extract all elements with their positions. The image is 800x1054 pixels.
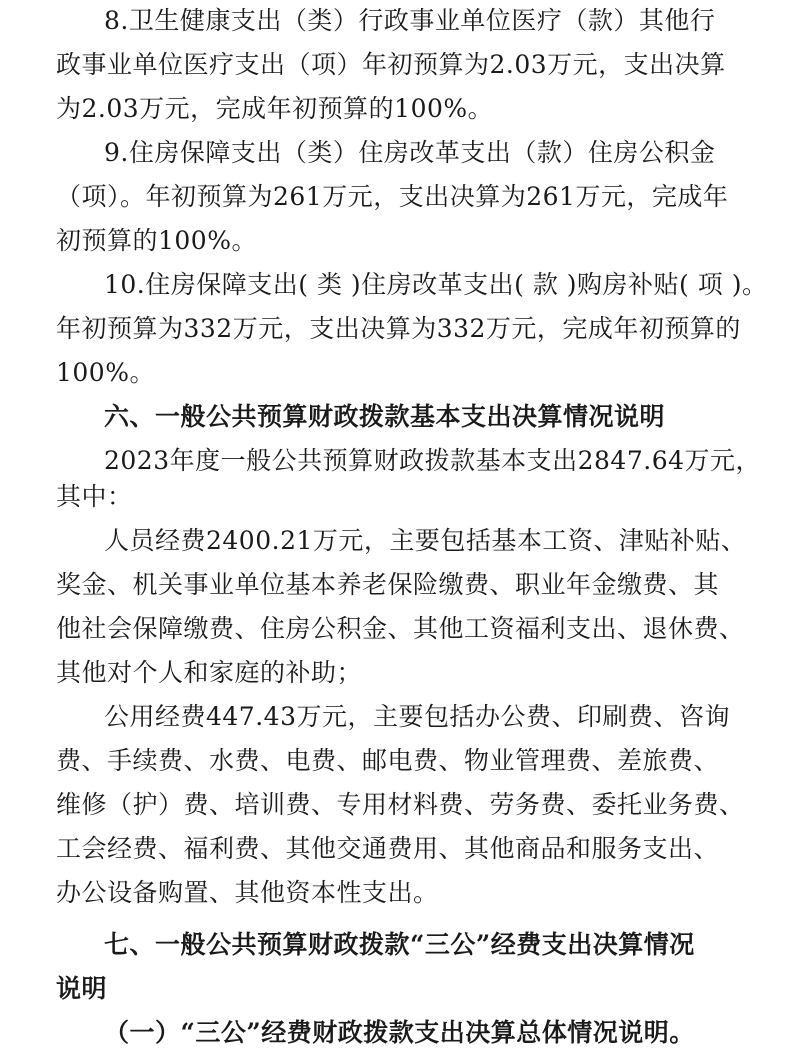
public-line-5: 办公设备购置、其他资本性支出。 [56, 878, 439, 907]
item8-line-1: 8.卫生健康支出（类）行政事业单位医疗（款）其他行 [104, 6, 716, 35]
section6-intro-line-2: 其中： [56, 482, 133, 511]
personnel-line-1: 人员经费2400.21万元，主要包括基本工资、津贴补贴、 [104, 526, 747, 555]
item9-line-2: （项）。年初预算为261万元，支出决算为261万元，完成年 [56, 182, 729, 211]
personnel-line-3: 他社会保障缴费、住房公积金、其他工资福利支出、退休费、 [56, 614, 745, 643]
personnel-line-2: 奖金、机关事业单位基本养老保险缴费、职业年金缴费、其 [56, 570, 720, 599]
section6-intro-line-1: 2023年度一般公共预算财政拨款基本支出2847.64万元， [104, 446, 762, 475]
public-line-4: 工会经费、福利费、其他交通费用、其他商品和服务支出、 [56, 834, 720, 863]
public-line-1: 公用经费447.43万元，主要包括办公费、印刷费、咨询 [104, 702, 730, 731]
section7-heading-line-2: 说明 [56, 974, 108, 1003]
public-line-3: 维修（护）费、培训费、专用材料费、劳务费、委托业务费、 [56, 790, 745, 819]
public-line-2: 费、手续费、水费、电费、邮电费、物业管理费、差旅费、 [56, 746, 720, 775]
item8-line-2: 政事业单位医疗支出（项）年初预算为2.03万元，支出决算 [56, 50, 726, 79]
item8-line-3: 为2.03万元，完成年初预算的100%。 [56, 94, 494, 123]
section7-heading-line-1: 七、一般公共预算财政拨款“三公”经费支出决算情况 [104, 930, 695, 959]
item10-line-2: 年初预算为332万元，支出决算为332万元，完成年初预算的 [56, 314, 741, 343]
item10-line-1: 10.住房保障支出( 类 )住房改革支出( 款 )购房补贴( 项 )。 [104, 270, 768, 299]
personnel-line-4: 其他对个人和家庭的补助； [56, 658, 363, 687]
section6-heading: 六、一般公共预算财政拨款基本支出决算情况说明 [104, 402, 666, 431]
item9-line-1: 9.住房保障支出（类）住房改革支出（款）住房公积金 [104, 138, 716, 167]
item10-line-3: 100%。 [56, 358, 155, 387]
section7-subheading: （一）“三公”经费财政拨款支出决算总体情况说明。 [104, 1018, 695, 1047]
item9-line-3: 初预算的100%。 [56, 226, 257, 255]
